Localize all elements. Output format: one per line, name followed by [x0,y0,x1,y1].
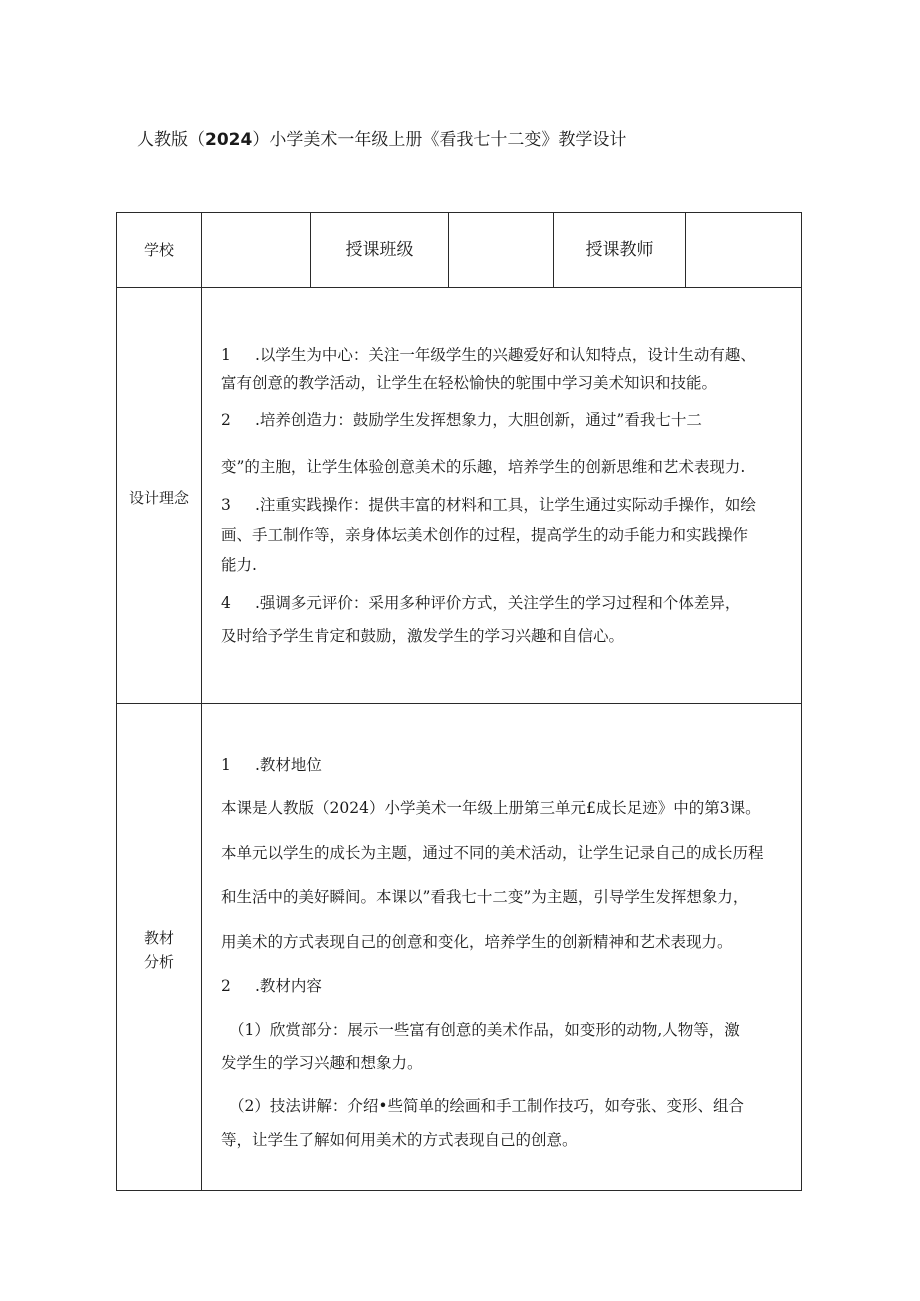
row-divider-2 [116,703,802,704]
label-column-divider [201,212,202,1191]
title-prefix: 人教版（ [137,130,205,150]
section-2-item-1-line-1: （1）欣赏部分：展示一些富有创意的美术作品，如变形的动物,人物等，激 [229,1021,740,1039]
teacher-label: 授课教师 [585,240,654,260]
header-divider-d [685,212,686,287]
design-concept-label: 设计理念 [128,489,189,507]
section-2-item-2-line-2: 等，让学生了解如何用美术的方式表现自己的创意。 [221,1131,578,1149]
school-label: 学校 [143,241,174,259]
class-label: 授课班级 [345,240,414,260]
material-analysis-label-line-1: 教材 [143,929,174,947]
concept-item-2-number: 2 [221,411,231,429]
section-2-item-1-line-2: 发学生的学习兴趣和想象力。 [221,1054,423,1072]
concept-item-3-line-3: 能力. [221,556,257,574]
concept-item-4-line-1: 4 .强调多元评价：采用多种评价方式，关注学生的学习过程和个体差异， [221,589,801,617]
concept-item-1-line-1: 1 .以学生为中心：关注一年级学生的兴趣爱好和认知特点，设计生动有趣、 [221,341,801,369]
section-1-line-4: 用美术的方式表现自己的创意和变化，培养学生的创新精神和艺术表现力。 [221,933,733,951]
header-divider-b [448,212,449,287]
section-2-heading: 2 .教材内容 [221,972,801,1000]
concept-item-2-line-1: 2 .培养创造力：鼓励学生发挥想象力，大胆创新，通过”看我七十二 [221,406,801,434]
concept-item-1-line-2: 富有创意的教学活动，让学生在轻松愉快的鸵围中学习美术知识和技能。 [221,374,718,392]
concept-item-1-number: 1 [221,346,231,364]
document-title [137,128,837,152]
concept-item-3-line-2: 画、手工制作等，亲身体坛美术创作的过程，提高学生的动手能力和实践操作 [221,526,749,544]
material-analysis-label-line-2: 分析 [143,953,174,971]
section-2-number: 2 [221,977,231,995]
section-2-item-2-line-1: （2）技法讲解：介绍•些简单的绘画和手工制作技巧，如夸张、变形、组合 [229,1097,745,1115]
concept-item-3-line-1: 3 .注重实践操作：提供丰富的材料和工具，让学生通过实际动手操作，如绘 [221,491,801,519]
section-1-line-1: 本课是人教版（2024）小学美术一年级上册第三单元£成长足迹》中的第3课。 [221,799,761,817]
title-suffix: ）小学美术一年级上册《看我七十二变》教学设计 [252,130,627,150]
concept-item-4-number: 4 [221,594,231,612]
row-divider-1 [116,287,802,288]
section-1-heading: 1 .教材地位 [221,751,801,779]
concept-item-4-line-2: 及时给予学生肯定和鼓励，激发学生的学习兴趣和自信心。 [221,627,625,645]
section-1-line-3: 和生活中的美好瞬间。本课以”看我七十二变”为主题，引导学生发挥想象力， [221,888,749,906]
concept-item-3-number: 3 [221,496,231,514]
title-year: 2024 [205,130,253,150]
section-1-line-2: 本单元以学生的成长为主题，通过不同的美术活动，让学生记录自己的成长历程 [221,844,764,862]
section-1-number: 1 [221,756,231,774]
concept-item-2-line-2: 变”的主胞，让学生体验创意美术的乐趣，培养学生的创新思维和艺术表现力. [221,458,746,476]
